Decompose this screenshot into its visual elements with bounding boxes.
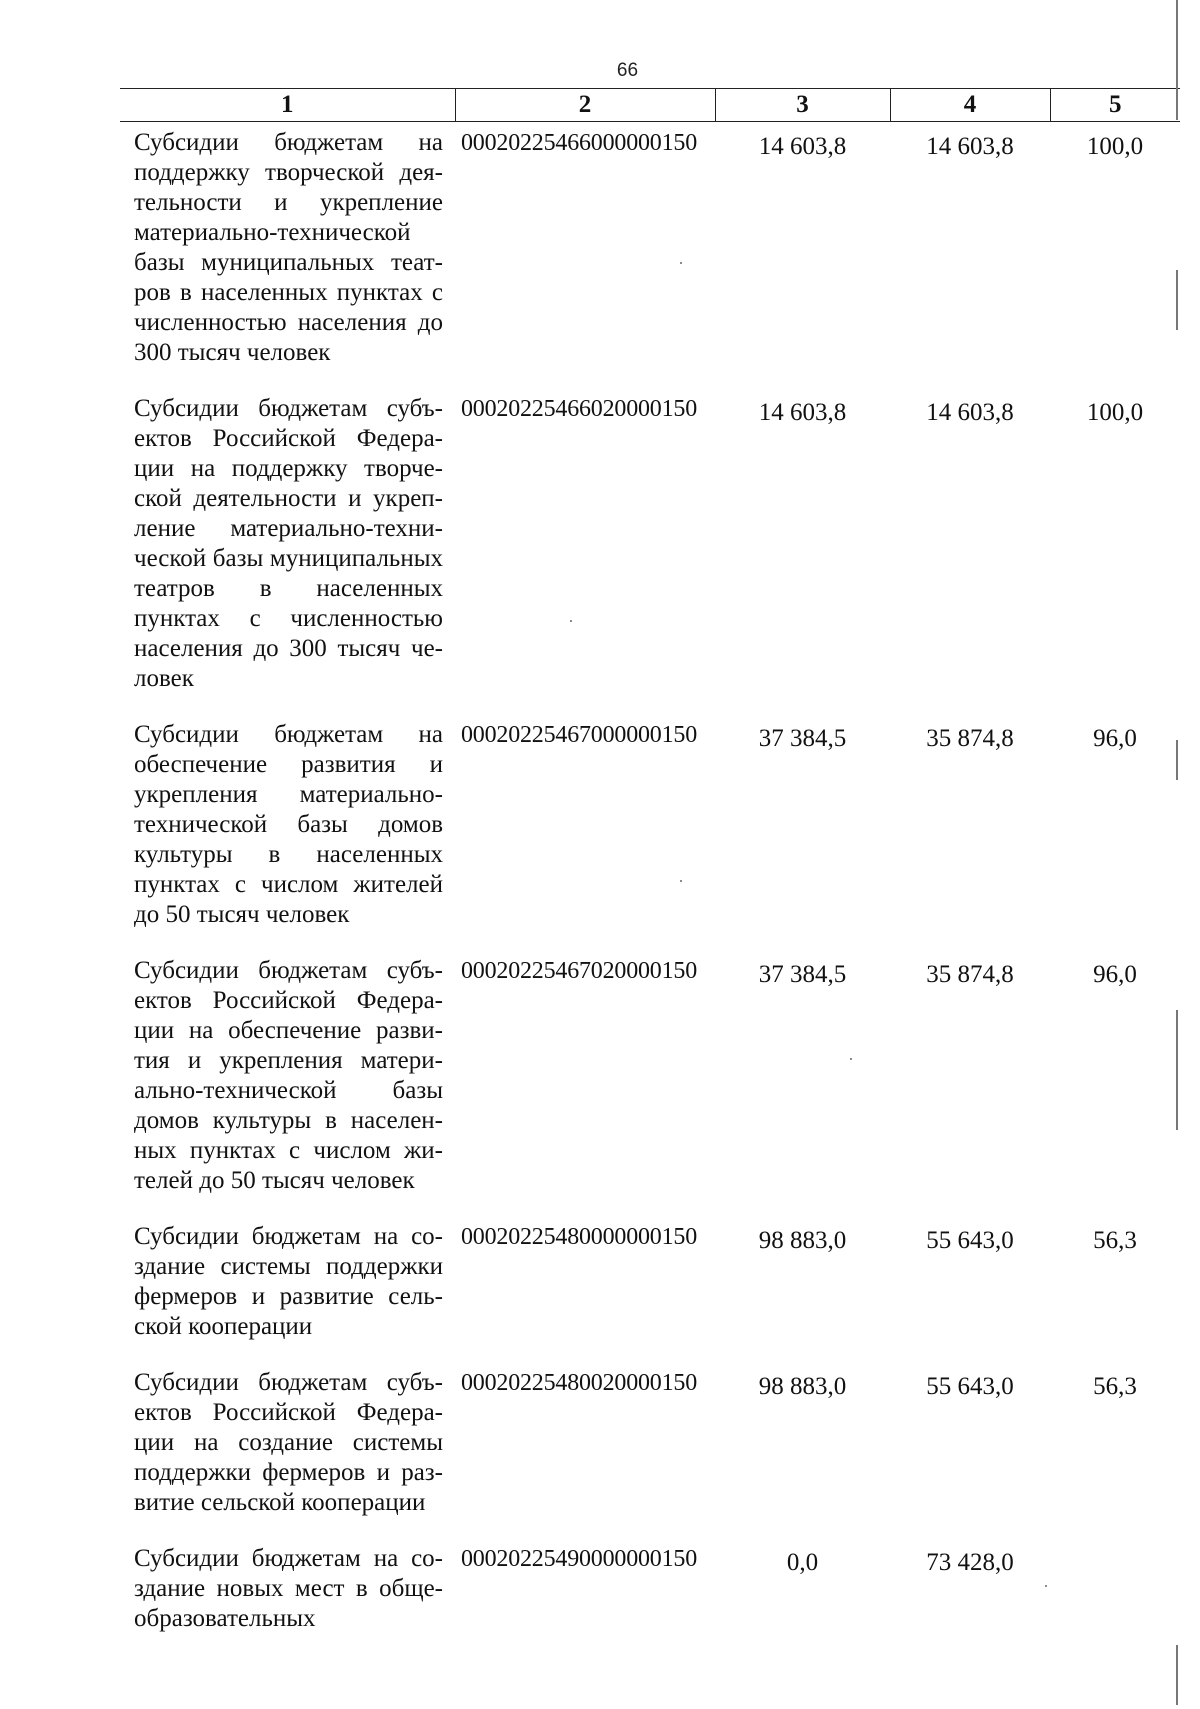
- table-row: [120, 1216, 1180, 1362]
- row-planned: 37 384,5: [758, 725, 847, 752]
- scan-speck: [680, 880, 682, 882]
- scan-speck: [1045, 1585, 1047, 1587]
- row-code: 00020225480000000150: [461, 1224, 698, 1250]
- row-executed: 55 643,0: [926, 1227, 1014, 1254]
- row-code: 00020225467000000150: [461, 722, 698, 748]
- column-header-3: 3: [715, 89, 890, 122]
- column-header-5: 5: [1050, 89, 1180, 122]
- row-planned: 37 384,5: [758, 961, 847, 988]
- table-header: [120, 89, 1180, 122]
- row-code: 00020225480020000150: [461, 1370, 698, 1396]
- page-number: 66: [616, 60, 639, 81]
- row-code: 00020225466020000150: [461, 396, 698, 422]
- table-row: [120, 388, 1180, 714]
- row-percent: 96,0: [1093, 961, 1137, 988]
- column-header-4: 4: [890, 89, 1050, 122]
- row-code: 00020225467020000150: [461, 958, 698, 984]
- row-code: 00020225490000000150: [461, 1546, 698, 1572]
- row-executed: 35 874,8: [926, 961, 1014, 988]
- scan-speck: [570, 620, 572, 622]
- row-executed: 14 603,8: [926, 399, 1014, 426]
- header-row: [120, 89, 1180, 122]
- row-percent: [1050, 1538, 1180, 1654]
- table-body: [120, 122, 1180, 1655]
- row-planned: 98 883,0: [758, 1373, 847, 1400]
- budget-table: [120, 88, 1180, 1654]
- row-percent: 56,3: [1093, 1227, 1137, 1254]
- row-name: Субсидии бюджетам субъектов Российской Федерации на создание системы поддержки фермеров и развитие сельской кооперации: [134, 1369, 443, 1516]
- row-percent: 96,0: [1093, 725, 1137, 752]
- row-executed: 14 603,8: [926, 133, 1014, 160]
- budget-table-grid: [120, 88, 1180, 1654]
- table-row: [120, 122, 1180, 389]
- column-header-1: 1: [120, 89, 455, 122]
- row-percent: 56,3: [1093, 1373, 1137, 1400]
- row-percent: 100,0: [1086, 399, 1144, 426]
- row-executed: 73 428,0: [926, 1549, 1014, 1576]
- row-name: Субсидии бюджетам на поддержку творческой деятельности и укрепление материально-технической базы муниципальных театров в населенных пунктах с численностью населения до 300 тысяч человек: [134, 129, 443, 366]
- table-row: [120, 950, 1180, 1216]
- row-name: Субсидии бюджетам субъектов Российской Федерации на обеспечение развития и укрепления материально-технической базы домов культуры в населенных пунктах с числом жителей до 50 тысяч человек: [134, 957, 443, 1194]
- scan-edge-mark: [1176, 1645, 1178, 1705]
- table-row: [120, 1538, 1180, 1654]
- row-planned: 98 883,0: [758, 1227, 847, 1254]
- row-name: Субсидии бюджетам на создание системы поддержки фермеров и развитие сельской кооперации: [134, 1223, 443, 1340]
- row-name: Субсидии бюджетам на создание новых мест в общеобразовательных: [134, 1545, 443, 1632]
- table-row: [120, 714, 1180, 950]
- column-header-2: 2: [455, 89, 715, 122]
- row-planned: 14 603,8: [758, 399, 847, 426]
- row-executed: 55 643,0: [926, 1373, 1014, 1400]
- scan-speck: [850, 1058, 852, 1060]
- row-name: Субсидии бюджетам на обеспечение развития и укрепления материально-технической базы домов культуры в населенных пунктах с числом жителей до 50 тысяч человек: [134, 721, 443, 928]
- table-row: [120, 1362, 1180, 1538]
- row-executed: 35 874,8: [926, 725, 1014, 752]
- scan-edge-mark: [1176, 0, 1178, 120]
- row-percent: 100,0: [1086, 133, 1144, 160]
- scan-speck: [680, 262, 682, 264]
- row-planned: 0,0: [786, 1549, 819, 1576]
- row-code: 00020225466000000150: [461, 130, 698, 156]
- row-name: Субсидии бюджетам субъектов Российской Федерации на поддержку творческой деятельности и укрепление материально-технической базы муниципальных театров в населенных пунктах с численностью населения до 300 тысяч человек: [134, 395, 443, 692]
- scan-edge-mark: [1176, 740, 1178, 780]
- row-planned: 14 603,8: [758, 133, 847, 160]
- scan-edge-mark: [1176, 1010, 1178, 1130]
- scan-edge-mark: [1176, 270, 1178, 330]
